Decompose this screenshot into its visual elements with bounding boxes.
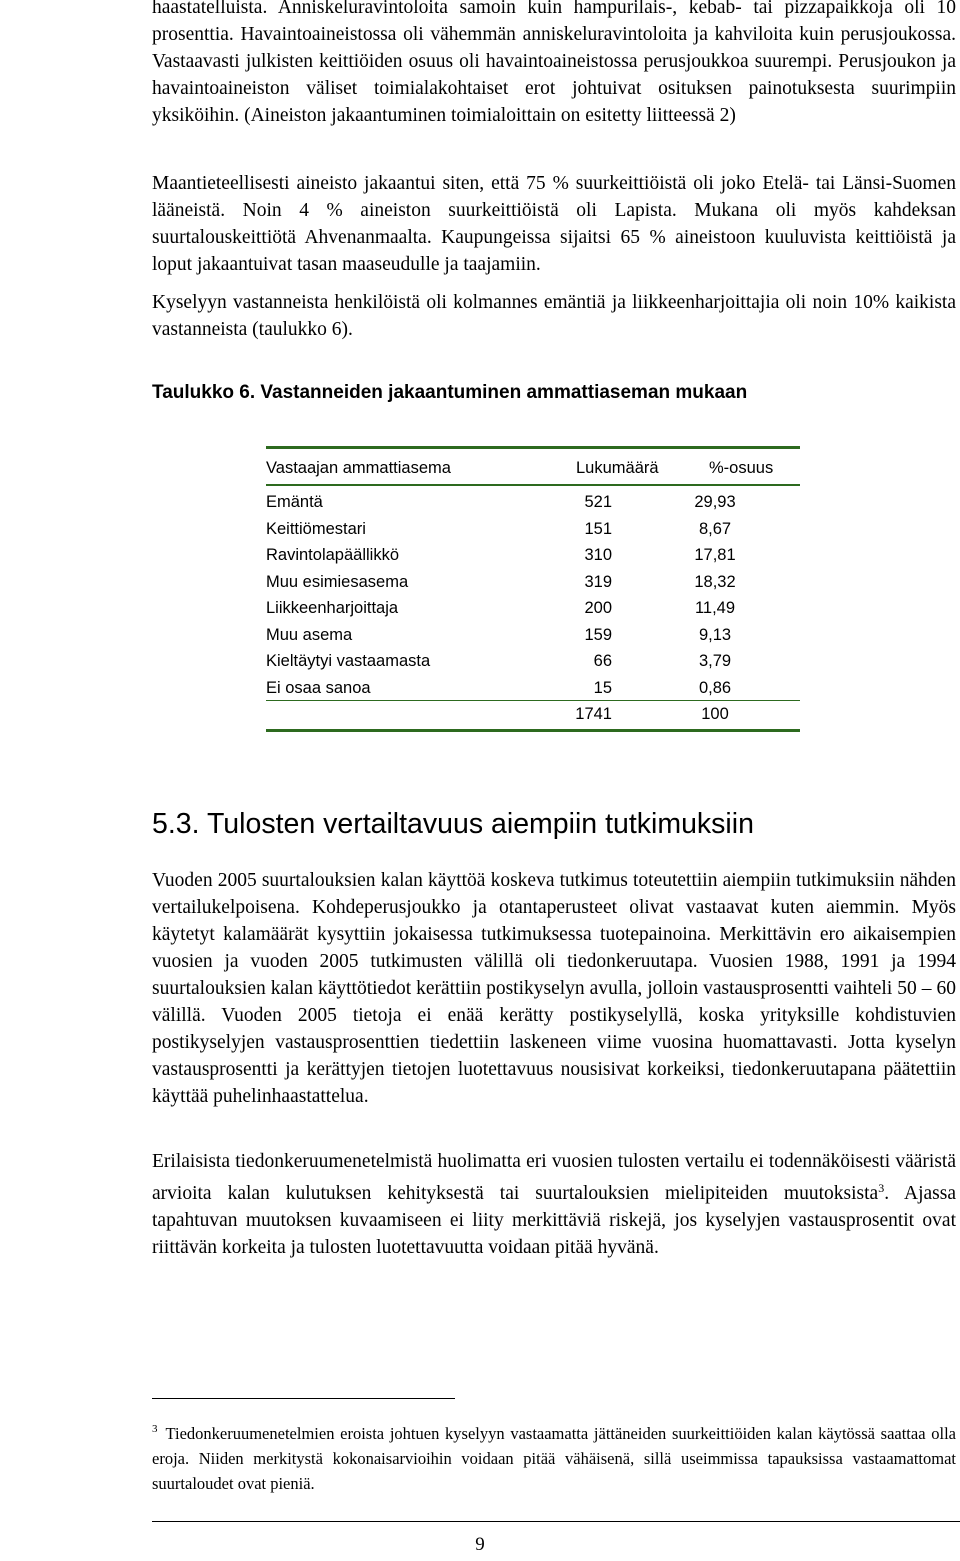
table-row bbox=[266, 675, 800, 701]
comparability-paragraph: Vuoden 2005 suurtalouksien kalan käyttöä koskeva tutkimus toteutettiin aiempiin tutkimuksiin nähden vertailukelpoisena. Kohdeperusjoukko ja otantaperusteet olivat vastaavat kuten aiemmin. Myös käytetyt kalamäärät kysyttiin jokaisessa tutkimuksessa tuotepainoina. Merkittävin ero aikaisempien vuosien ja vuoden 2005 tutkimusten välillä oli tiedonkeruutapa. Vuosien 1988, 1991 ja 1994 suurtalouksien kalan käyttötiedot kerättiin postikyselyn avulla, jolloin vastausprosentti vaihteli 50 – 60 välillä. Vuoden 2005 tietoja ei enää kerätty postikyselyllä, koska yrityksille kohdistuvien postikyselyjen vastausprosenttien tiedettiin laskeneen viime vuosina huomattavasti. Jotta kyselyn vastausprosentti ja kerättyjen tietojen luotettavuus nousisivat korkeiksi, tiedonkeruutapana päätettiin käyttää puhelinhaastattelua. bbox=[152, 870, 956, 1107]
footnote-text: Tiedonkeruumenetelmien eroista johtuen kyselyyn vastaamatta jättäneiden suurkeittiöiden kalan käytössä saattaa olla eroja. Niiden merkitystä kokonaisarvioihin voidaan pitää vähäisenä, sillä useimmissa tapauksissa vastaamattomat suurtaloudet ovat pieniä. bbox=[152, 1424, 956, 1493]
cell-percent: 3,79 bbox=[698, 652, 732, 670]
cell-occupation: Keittiömestari bbox=[266, 520, 366, 538]
cell-percent: 0,86 bbox=[698, 679, 732, 697]
cell-percent: 9,13 bbox=[698, 626, 732, 644]
cell-percent: 17,81 bbox=[694, 546, 736, 564]
cell-occupation: Emäntä bbox=[266, 493, 323, 511]
table-row bbox=[266, 542, 800, 568]
cell-occupation: Muu esimiesasema bbox=[266, 573, 409, 591]
cell-percent: 18,32 bbox=[694, 573, 736, 591]
table-row bbox=[266, 569, 800, 595]
table-row bbox=[266, 595, 800, 621]
cell-count: 521 bbox=[584, 493, 612, 511]
methods-text-start: Erilaisista tiedonkeruumenetelmistä huolimatta eri vuosien tulosten vertailu ei todennäköisesti vääristä arvioita kalan kulutuksen kehityksestä tai suurtalouksien mielipiteiden muutoksista bbox=[152, 1151, 956, 1204]
intro-paragraph: haastatelluista. Anniskeluravintoloita samoin kuin hampurilais-, kebab- tai pizzapaikkoja oli 10 prosenttia. Havaintoaineistossa oli vähemmän anniskeluravintoloita ja kahviloita kuin perusjoukossa. Vastaavasti julkisten keittiöiden osuus oli havaintoaineistossa perusjoukkoa suurempi. Perusjoukon ja havaintoaineiston väliset toimialakohtaiset erot johtuivat osituksen painotuksesta suurimpiin yksiköihin. (Aineiston jakaantuminen toimialoittain on esitetty liitteessä 2) bbox=[152, 0, 956, 126]
respondents-paragraph: Kyselyyn vastanneista henkilöistä oli kolmannes emäntiä ja liikkeenharjoittajia oli noin 10% kaikista vastanneista (taulukko 6). bbox=[152, 292, 956, 340]
cell-count: 310 bbox=[584, 546, 612, 564]
cell-percent: 8,67 bbox=[698, 520, 732, 538]
cell-percent: 11,49 bbox=[694, 599, 736, 617]
table-top-rule bbox=[266, 446, 800, 449]
table-label: Taulukko 6. bbox=[152, 382, 256, 403]
total-percent: 100 bbox=[701, 705, 729, 723]
table-bottom-rule bbox=[266, 729, 800, 732]
geography-paragraph: Maantieteellisesti aineisto jakaantui siten, että 75 % suurkeittiöistä oli joko Etelä- tai Länsi-Suomen lääneistä. Noin 4 % aineiston suurkeittiöistä oli Lapista. Mukana oli myös kahdeksan suurtalouskeittiötä Ahvenanmaalta. Kaupungeissa sijaitsi 65 % aineistoon kuuluvista keittiöistä ja loput jakaantuivat tasan maaseudulle ja taajamiin. bbox=[152, 173, 956, 275]
table-row bbox=[266, 489, 800, 515]
page-bottom-rule bbox=[152, 1521, 960, 1522]
cell-count: 159 bbox=[584, 626, 612, 644]
section-heading: 5.3. Tulosten vertailtavuus aiempiin tutkimuksiin bbox=[152, 808, 754, 840]
total-count: 1741 bbox=[575, 705, 612, 723]
footnote-number: 3 bbox=[152, 1423, 158, 1435]
header-occupation: Vastaajan ammattiasema bbox=[266, 459, 451, 477]
header-percent: %-osuus bbox=[709, 459, 774, 477]
footnote-reference[interactable]: 3 bbox=[878, 1181, 885, 1195]
cell-count: 151 bbox=[584, 520, 612, 538]
methods-text-end: . Ajassa tapahtuvan muutoksen kuvaamiseen ei liity merkittäviä riskejä, jos kyselyjen vastausprosentit ovat riittävän korkeita ja tulosten luotettavuutta voidaan pitää hyvänä. bbox=[152, 1183, 956, 1258]
page-number: 9 bbox=[475, 1534, 485, 1555]
table-title bbox=[152, 379, 747, 407]
header-count: Lukumäärä bbox=[576, 459, 659, 477]
table-header-rule bbox=[266, 484, 800, 486]
cell-occupation: Ravintolapäällikkö bbox=[266, 546, 399, 564]
cell-count: 319 bbox=[584, 573, 612, 591]
cell-occupation: Muu asema bbox=[266, 626, 353, 644]
table-header-row bbox=[266, 455, 800, 481]
footnote bbox=[152, 1417, 956, 1496]
cell-occupation: Ei osaa sanoa bbox=[266, 679, 371, 697]
table-row bbox=[266, 516, 800, 542]
cell-count: 200 bbox=[584, 599, 612, 617]
cell-percent: 29,93 bbox=[694, 493, 736, 511]
methods-paragraph bbox=[152, 1148, 956, 1261]
table-row bbox=[266, 648, 800, 674]
table-caption: Vastanneiden jakaantuminen ammattiaseman mukaan bbox=[260, 382, 748, 403]
cell-occupation: Liikkeenharjoittaja bbox=[266, 599, 399, 617]
table-row bbox=[266, 622, 800, 648]
footnote-separator bbox=[152, 1398, 455, 1399]
cell-occupation: Kieltäytyi vastaamasta bbox=[266, 652, 431, 670]
table-total-row bbox=[266, 701, 800, 727]
cell-count: 66 bbox=[593, 652, 612, 670]
cell-count: 15 bbox=[593, 679, 612, 697]
